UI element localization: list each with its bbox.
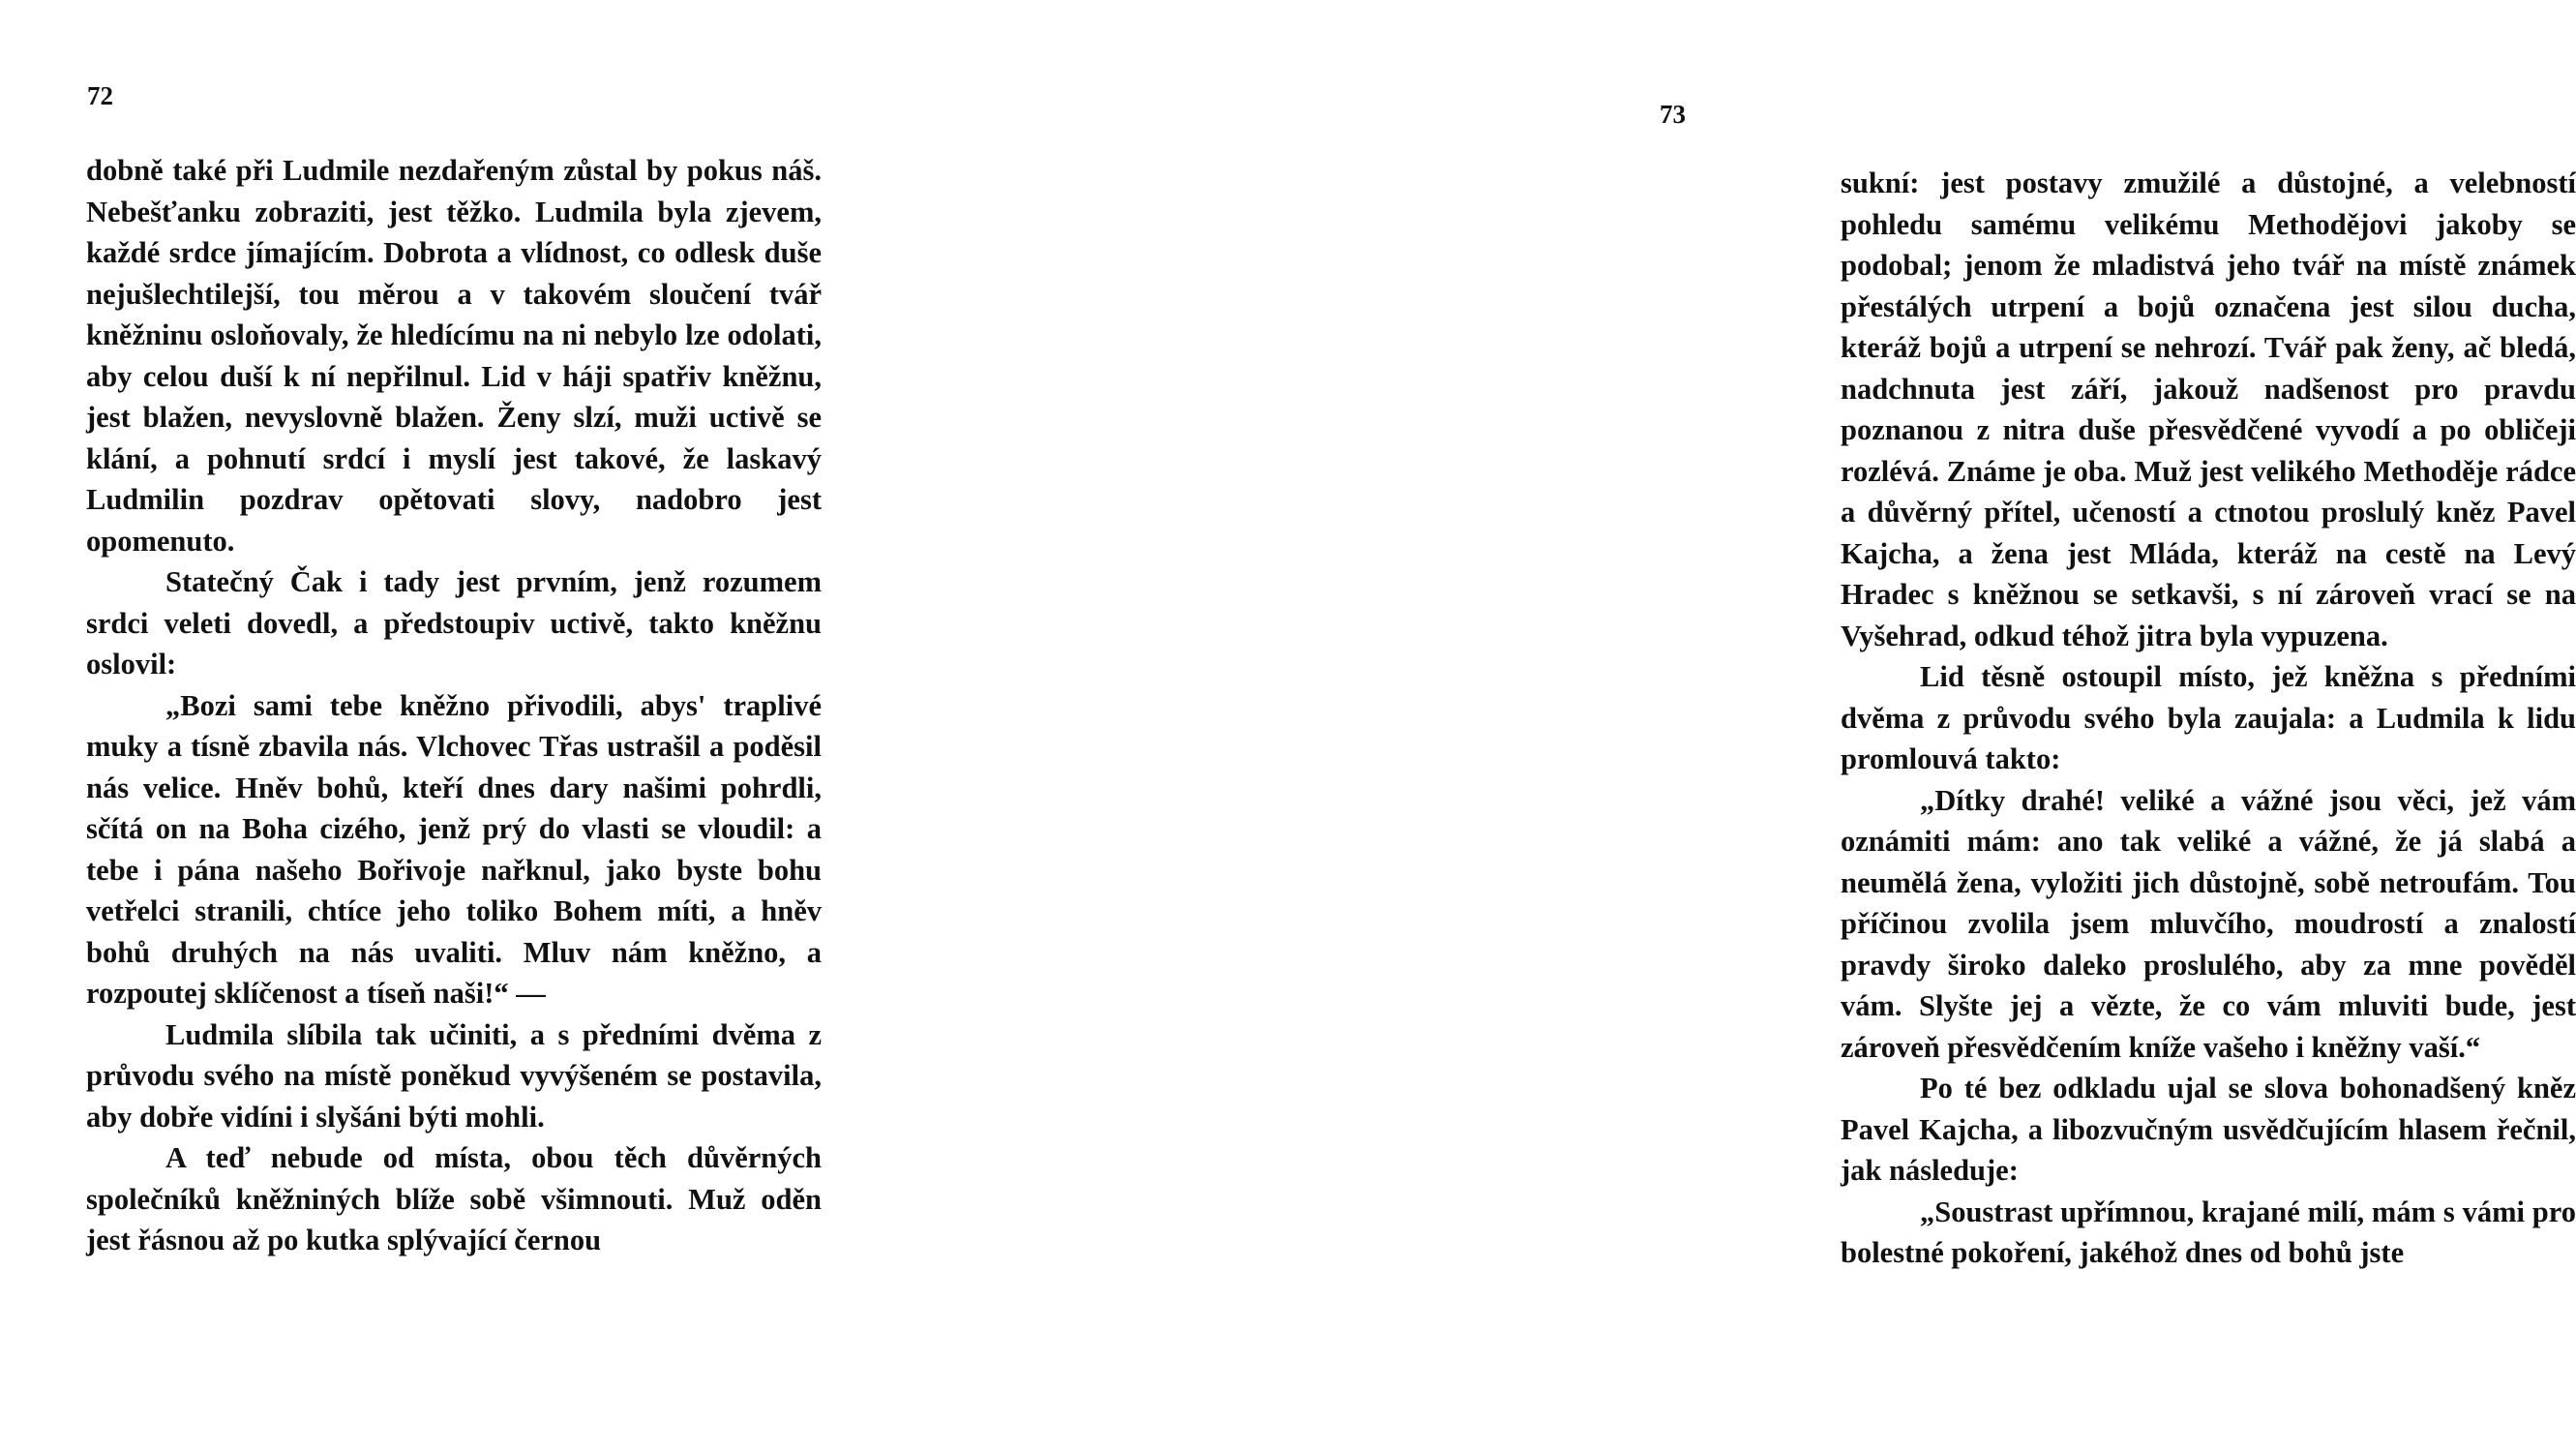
- right-page: [883, 0, 2576, 1452]
- paragraph: Lid těsně ostoupil místo, jež kněžna s předními dvěma z průvodu svého byla zaujala: a Ludmila k lidu promlouvá takto:: [1841, 660, 2576, 775]
- quote-paragraph: „Bozi sami tebe kněžno přivodili, abys' traplivé muky a tísně zbavila nás. Vlchovec Třas ustrašil a poděsil nás velice. Hněv bohů, kteří dnes dary našimi pohrdli, sčítá on na Boha cizého, jenž prý do vlasti se vloudil: a tebe i pána našeho Bořivoje nařknul, jako byste bohu vetřelci stranili, chtíce jeho toliko Bohem míti, a hněv bohů druhých na nás uvaliti. Mluv nám kněžno, a rozpoutej sklíčenost a tíseň naši!“ —: [86, 688, 822, 1010]
- left-page: [0, 0, 883, 1452]
- right-page-text: [1841, 163, 2576, 1274]
- left-page-text: [86, 150, 822, 1261]
- paragraph: sukní: jest postavy zmužilé a důstojné, a velebností pohledu samému velikému Methodějovi jakoby se podobal; jenom že mladistvá jeho tvář na místě známek přestálých utrpení a bojů označena jest silou ducha, kteráž bojů a utrpení se nehrozí. Tvář pak ženy, ač bledá, nadchnuta jest září, jakouž nadšenost pro pravdu poznanou z nitra duše přesvědčené vyvodí a po obličeji rozlévá. Známe je oba. Muž jest velikého Methoděje rádce a důvěrný přítel, učeností a ctnotou proslulý kněz Pavel Kajcha, a žena jest Mláda, kteráž na cestě na Levý Hradec s kněžnou se setkavši, s ní zároveň vrací se na Vyšehrad, odkud téhož jitra byla vypuzena.: [1841, 166, 2576, 652]
- paragraph: A teď nebude od místa, obou těch důvěrných společníků kněžniných blíže sobě všimnouti. Muž oděn jest řásnou až po kutka splývající černou: [86, 1141, 822, 1256]
- paragraph: Statečný Čak i tady jest prvním, jenž rozumem srdci veleti dovedl, a předstoupiv uctivě, takto kněžnu oslovil:: [86, 565, 822, 681]
- paragraph: dobně také při Ludmile nezdařeným zůstal by pokus náš. Nebešťanku zobraziti, jest těžko. Ludmila byla zjevem, každé srdce jímajícím. Dobrota a vlídnost, co odlesk duše nejušlechtilejší, tou měrou a v takovém sloučení tvář kněžninu osloňovaly, že hledícímu na ni nebylo lze odolati, aby celou duší k ní nepřilnul. Lid v háji spatřiv kněžnu, jest blažen, nevyslovně blažen. Ženy slzí, muži uctivě se klání, a pohnutí srdcí i myslí jest takové, že laskavý Ludmilin pozdrav opětovati slovy, nadobro jest opomenuto.: [86, 154, 822, 558]
- page-number-left: 72: [87, 81, 113, 110]
- quote-paragraph: „Dítky drahé! veliké a vážné jsou věci, jež vám oznámiti mám: ano tak veliké a vážné, že já slabá a neumělá žena, vyložiti jich důstojně, sobě netroufám. Tou příčinou zvolila jsem mluvčího, moudrostí a znalostí pravdy široko daleko proslulého, aby za mne pověděl vám. Slyšte jej a vězte, že co vám mluviti bude, jest zároveň přesvědčením kníže vašeho i kněžny vaší.“: [1841, 783, 2576, 1064]
- paragraph: Po té bez odkladu ujal se slova bohonadšený kněz Pavel Kajcha, a libozvučným usvědčujícím hlasem řečnil, jak následuje:: [1841, 1072, 2576, 1187]
- paragraph: Ludmila slíbila tak učiniti, a s předními dvěma z průvodu svého na místě poněkud vyvýšeném se postavila, aby dobře vidíni i slyšáni býti mohli.: [86, 1017, 822, 1134]
- quote-paragraph: „Soustrast upřímnou, krajané milí, mám s vámi pro bolestné pokoření, jakéhož dnes od bohů jste: [1841, 1195, 2576, 1269]
- page-number-right: 73: [1660, 100, 1686, 129]
